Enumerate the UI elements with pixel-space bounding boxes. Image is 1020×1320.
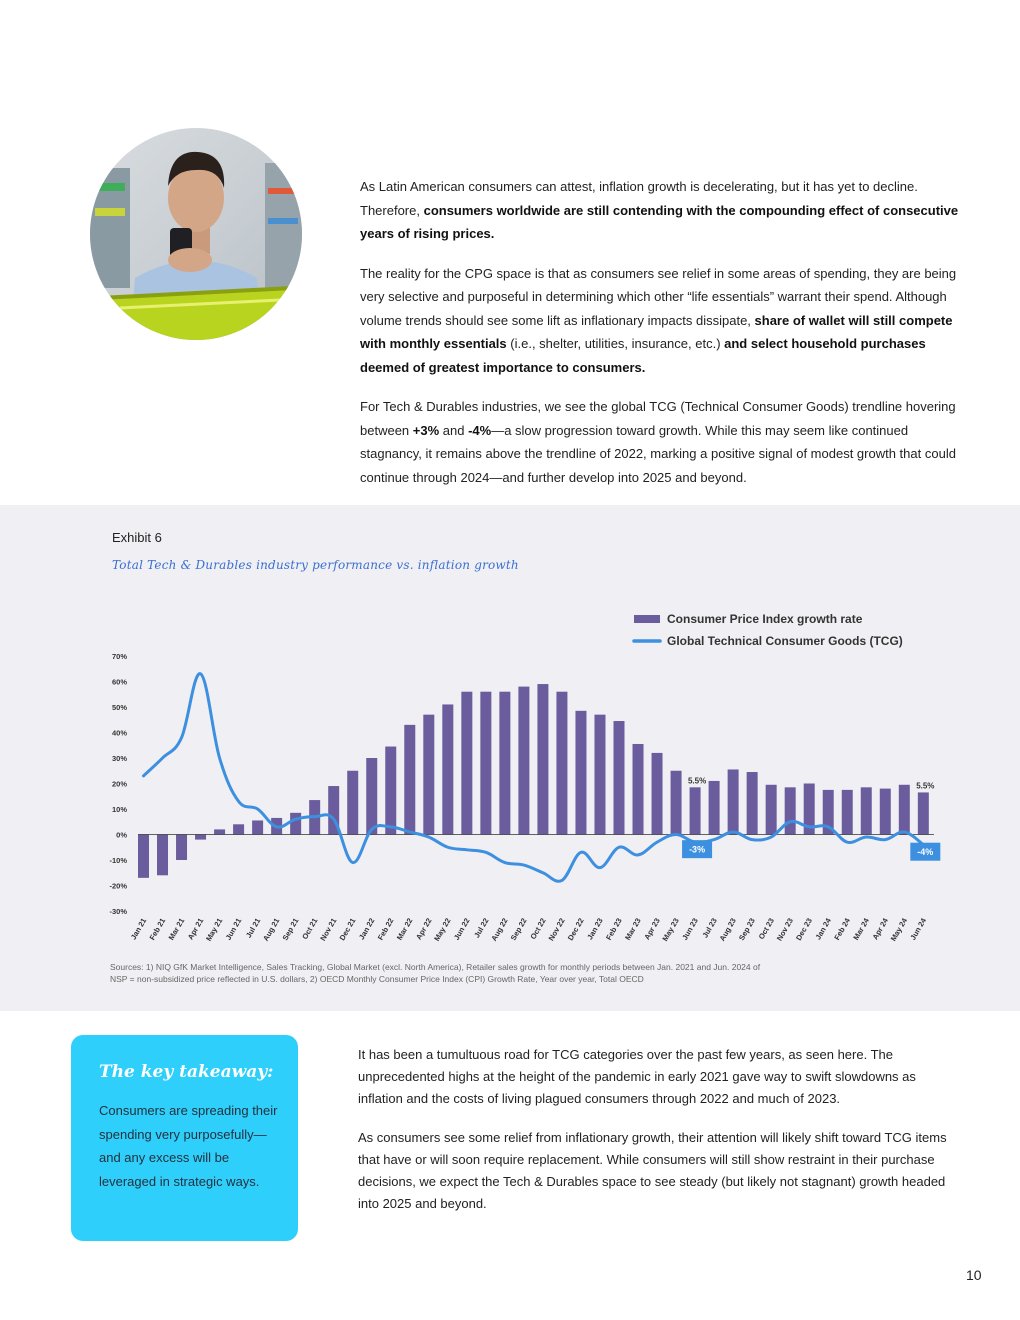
y-tick-label: 40% [111, 728, 127, 738]
x-tick-label: Apr 21 [185, 916, 206, 942]
cpi-bar [233, 824, 244, 834]
intro-paragraph-1: As Latin American consumers can attest, inflation growth is decelerating, but it has yet to decline. Therefore, consumers worldwide are still contending with the compounding effect of consecutive years of rising prices. [360, 179, 959, 241]
x-tick-label: Sep 23 [736, 916, 757, 942]
chart [0, 505, 1020, 1011]
cpi-bar [709, 781, 720, 835]
x-tick-label: Mar 24 [851, 916, 871, 942]
cpi-bar [728, 769, 739, 834]
x-tick-label: Jun 21 [223, 916, 244, 942]
x-tick-label: Feb 21 [147, 916, 168, 942]
line-value-label: -4% [917, 847, 934, 858]
shopper-photo [90, 128, 302, 340]
cpi-bar [347, 771, 358, 835]
cpi-bar [176, 835, 187, 861]
shopper-illustration [90, 128, 302, 340]
cpi-bar [747, 772, 758, 834]
cpi-bar [252, 820, 263, 834]
cpi-bar [899, 785, 910, 835]
cpi-bar [366, 758, 377, 835]
x-tick-label: Aug 21 [261, 916, 282, 943]
x-tick-label: Sep 21 [280, 916, 301, 942]
y-tick-label: -30% [109, 907, 127, 916]
x-tick-label: Nov 21 [318, 916, 339, 943]
x-tick-label: May 23 [660, 916, 681, 943]
y-tick-label: 30% [111, 754, 127, 763]
exhibit-title: Total Tech & Durables industry performance vs. inflation growth [112, 558, 519, 572]
key-takeaway-box [71, 1035, 298, 1241]
x-tick-label: Oct 23 [756, 916, 776, 941]
intro-text [360, 175, 960, 505]
cpi-bar [537, 684, 548, 834]
intro-paragraph-3: For Tech & Durables industries, we see the global TCG (Technical Consumer Goods) trendline hovering between +3% and -4%—a slow progression toward growth. While this may seem like continued stagnancy, it remains above the trendline of 2022, marking a positive signal of modest growth that could continue through 2024—and further develop into 2025 and beyond. [360, 399, 956, 485]
x-tick-label: Dec 23 [794, 916, 814, 942]
y-tick-label: 70% [111, 652, 127, 661]
x-tick-label: May 22 [432, 916, 453, 943]
x-tick-label: Apr 22 [414, 916, 434, 942]
y-tick-label: 20% [111, 779, 127, 789]
bar-value-label: 5.5% [916, 781, 935, 791]
x-tick-label: Mar 23 [623, 916, 643, 942]
cpi-bar [423, 715, 434, 835]
outro-text [358, 1044, 958, 1232]
x-tick-label: Oct 22 [528, 916, 548, 941]
x-tick-label: Mar 21 [166, 916, 187, 942]
cpi-bar [614, 721, 625, 834]
x-tick-label: Jan 21 [128, 916, 149, 942]
x-tick-label: Apr 24 [870, 916, 891, 942]
cpi-bar [480, 692, 491, 835]
legend-label-tcg: Global Technical Consumer Goods (TCG) [667, 634, 903, 648]
x-tick-label: Apr 23 [642, 916, 662, 942]
x-tick-label: Feb 22 [375, 916, 396, 942]
cpi-bar [157, 835, 168, 876]
outro-paragraph-2: As consumers see some relief from inflationary growth, their attention will likely shift toward TCG items that have or will soon require replacement. While consumers will still show restraint in their purchase decisions, we expect the Tech & Durables space to see steady (but likely not stagnant) growth headed into 2025 and beyond. [358, 1130, 947, 1211]
x-tick-label: Jul 21 [243, 916, 263, 940]
bar-value-label: 5.5% [687, 776, 707, 786]
x-tick-label: Nov 22 [546, 916, 567, 943]
page-number: 10 [966, 1267, 982, 1283]
cpi-bar [518, 687, 529, 835]
x-tick-label: Jul 22 [472, 916, 491, 940]
cpi-bar [652, 753, 663, 835]
legend-swatch-cpi [634, 615, 660, 623]
x-tick-label: Nov 23 [774, 916, 795, 943]
cpi-bar [861, 787, 872, 834]
y-tick-label: 50% [111, 703, 127, 712]
cpi-bar [671, 771, 682, 835]
legend-label-cpi: Consumer Price Index growth rate [667, 612, 863, 626]
x-tick-label: Dec 22 [565, 916, 586, 942]
cpi-bar [556, 692, 567, 835]
x-tick-label: May 24 [888, 916, 910, 943]
x-tick-label: Jun 24 [908, 916, 929, 942]
intro-paragraph-2: The reality for the CPG space is that as consumers see relief in some areas of spending, they are being very selective and purposeful in determining which other “life essentials” warrant their spend. Although volume trends should see some lift as inflationary impacts dissipate, share of wallet will still compete with monthly essentials (i.e., shelter, utilities, insurance, etc.) and select household purchases deemed of greatest importance to consumers. [360, 265, 957, 375]
cpi-bar [499, 692, 510, 835]
x-tick-label: Aug 22 [489, 916, 510, 943]
cpi-bar [918, 792, 929, 834]
x-tick-label: Feb 24 [832, 916, 852, 942]
cpi-bar [461, 692, 472, 835]
x-tick-label: Aug 23 [717, 916, 738, 943]
y-tick-label: -20% [109, 881, 127, 891]
x-tick-label: Mar 22 [394, 916, 415, 942]
exhibit-panel [0, 505, 1020, 1011]
x-tick-label: Jan 24 [813, 916, 833, 942]
takeaway-body: Consumers are spreading their spending very purposefully—and any excess will be leveraged in strategic ways. [99, 1103, 278, 1189]
x-tick-label: Dec 21 [337, 916, 358, 942]
x-tick-label: Jun 22 [451, 916, 472, 942]
cpi-bar [404, 725, 415, 835]
y-tick-label: 60% [111, 677, 127, 687]
cpi-bar [442, 704, 453, 834]
y-tick-label: -10% [109, 856, 127, 865]
chart-sources: Sources: 1) NIQ GfK Market Intelligence, Sales Tracking, Global Market (excl. North America), Retailer sales growth for monthly periods between Jan. 2021 and Jun. 2024 of NSP = non-subsidized price reflected in U.S. dollars, 2) OECD Monthly Consumer Price Index (CPI) Growth Rate, Year over year, Total OECD [110, 962, 761, 984]
x-tick-label: Oct 21 [300, 916, 320, 941]
y-tick-label: 0% [116, 830, 127, 840]
cpi-bar [575, 711, 586, 835]
cpi-bar [195, 835, 206, 840]
x-tick-label: Sep 22 [508, 916, 529, 942]
tcg-line [144, 674, 924, 882]
takeaway-title: The key takeaway: [99, 1062, 274, 1082]
x-tick-label: May 21 [204, 916, 225, 943]
x-tick-label: Feb 23 [604, 916, 624, 942]
cpi-bar [690, 787, 701, 834]
exhibit-label: Exhibit 6 [112, 530, 162, 545]
cpi-bar [385, 747, 396, 835]
cpi-bar [785, 787, 796, 834]
x-tick-label: Jan 23 [585, 916, 605, 942]
x-tick-label: Jun 23 [680, 916, 700, 942]
line-value-label: -3% [689, 844, 706, 855]
cpi-bar [290, 813, 301, 835]
cpi-bar [880, 789, 891, 835]
x-tick-label: Jan 22 [356, 916, 377, 942]
cpi-bar [138, 835, 149, 878]
x-tick-label: Jul 23 [700, 916, 719, 940]
cpi-bar [842, 790, 853, 835]
cpi-bar [633, 744, 644, 835]
cpi-bar [594, 715, 605, 835]
outro-paragraph-1: It has been a tumultuous road for TCG categories over the past few years, as seen here. The unprecedented highs at the height of the pandemic in early 2021 gave way to swift slowdowns as inflation and the costs of living plagued consumers through 2022 and much of 2023. [358, 1047, 916, 1106]
y-tick-label: 10% [111, 805, 127, 814]
cpi-bar [214, 829, 225, 834]
cpi-bar [766, 785, 777, 835]
